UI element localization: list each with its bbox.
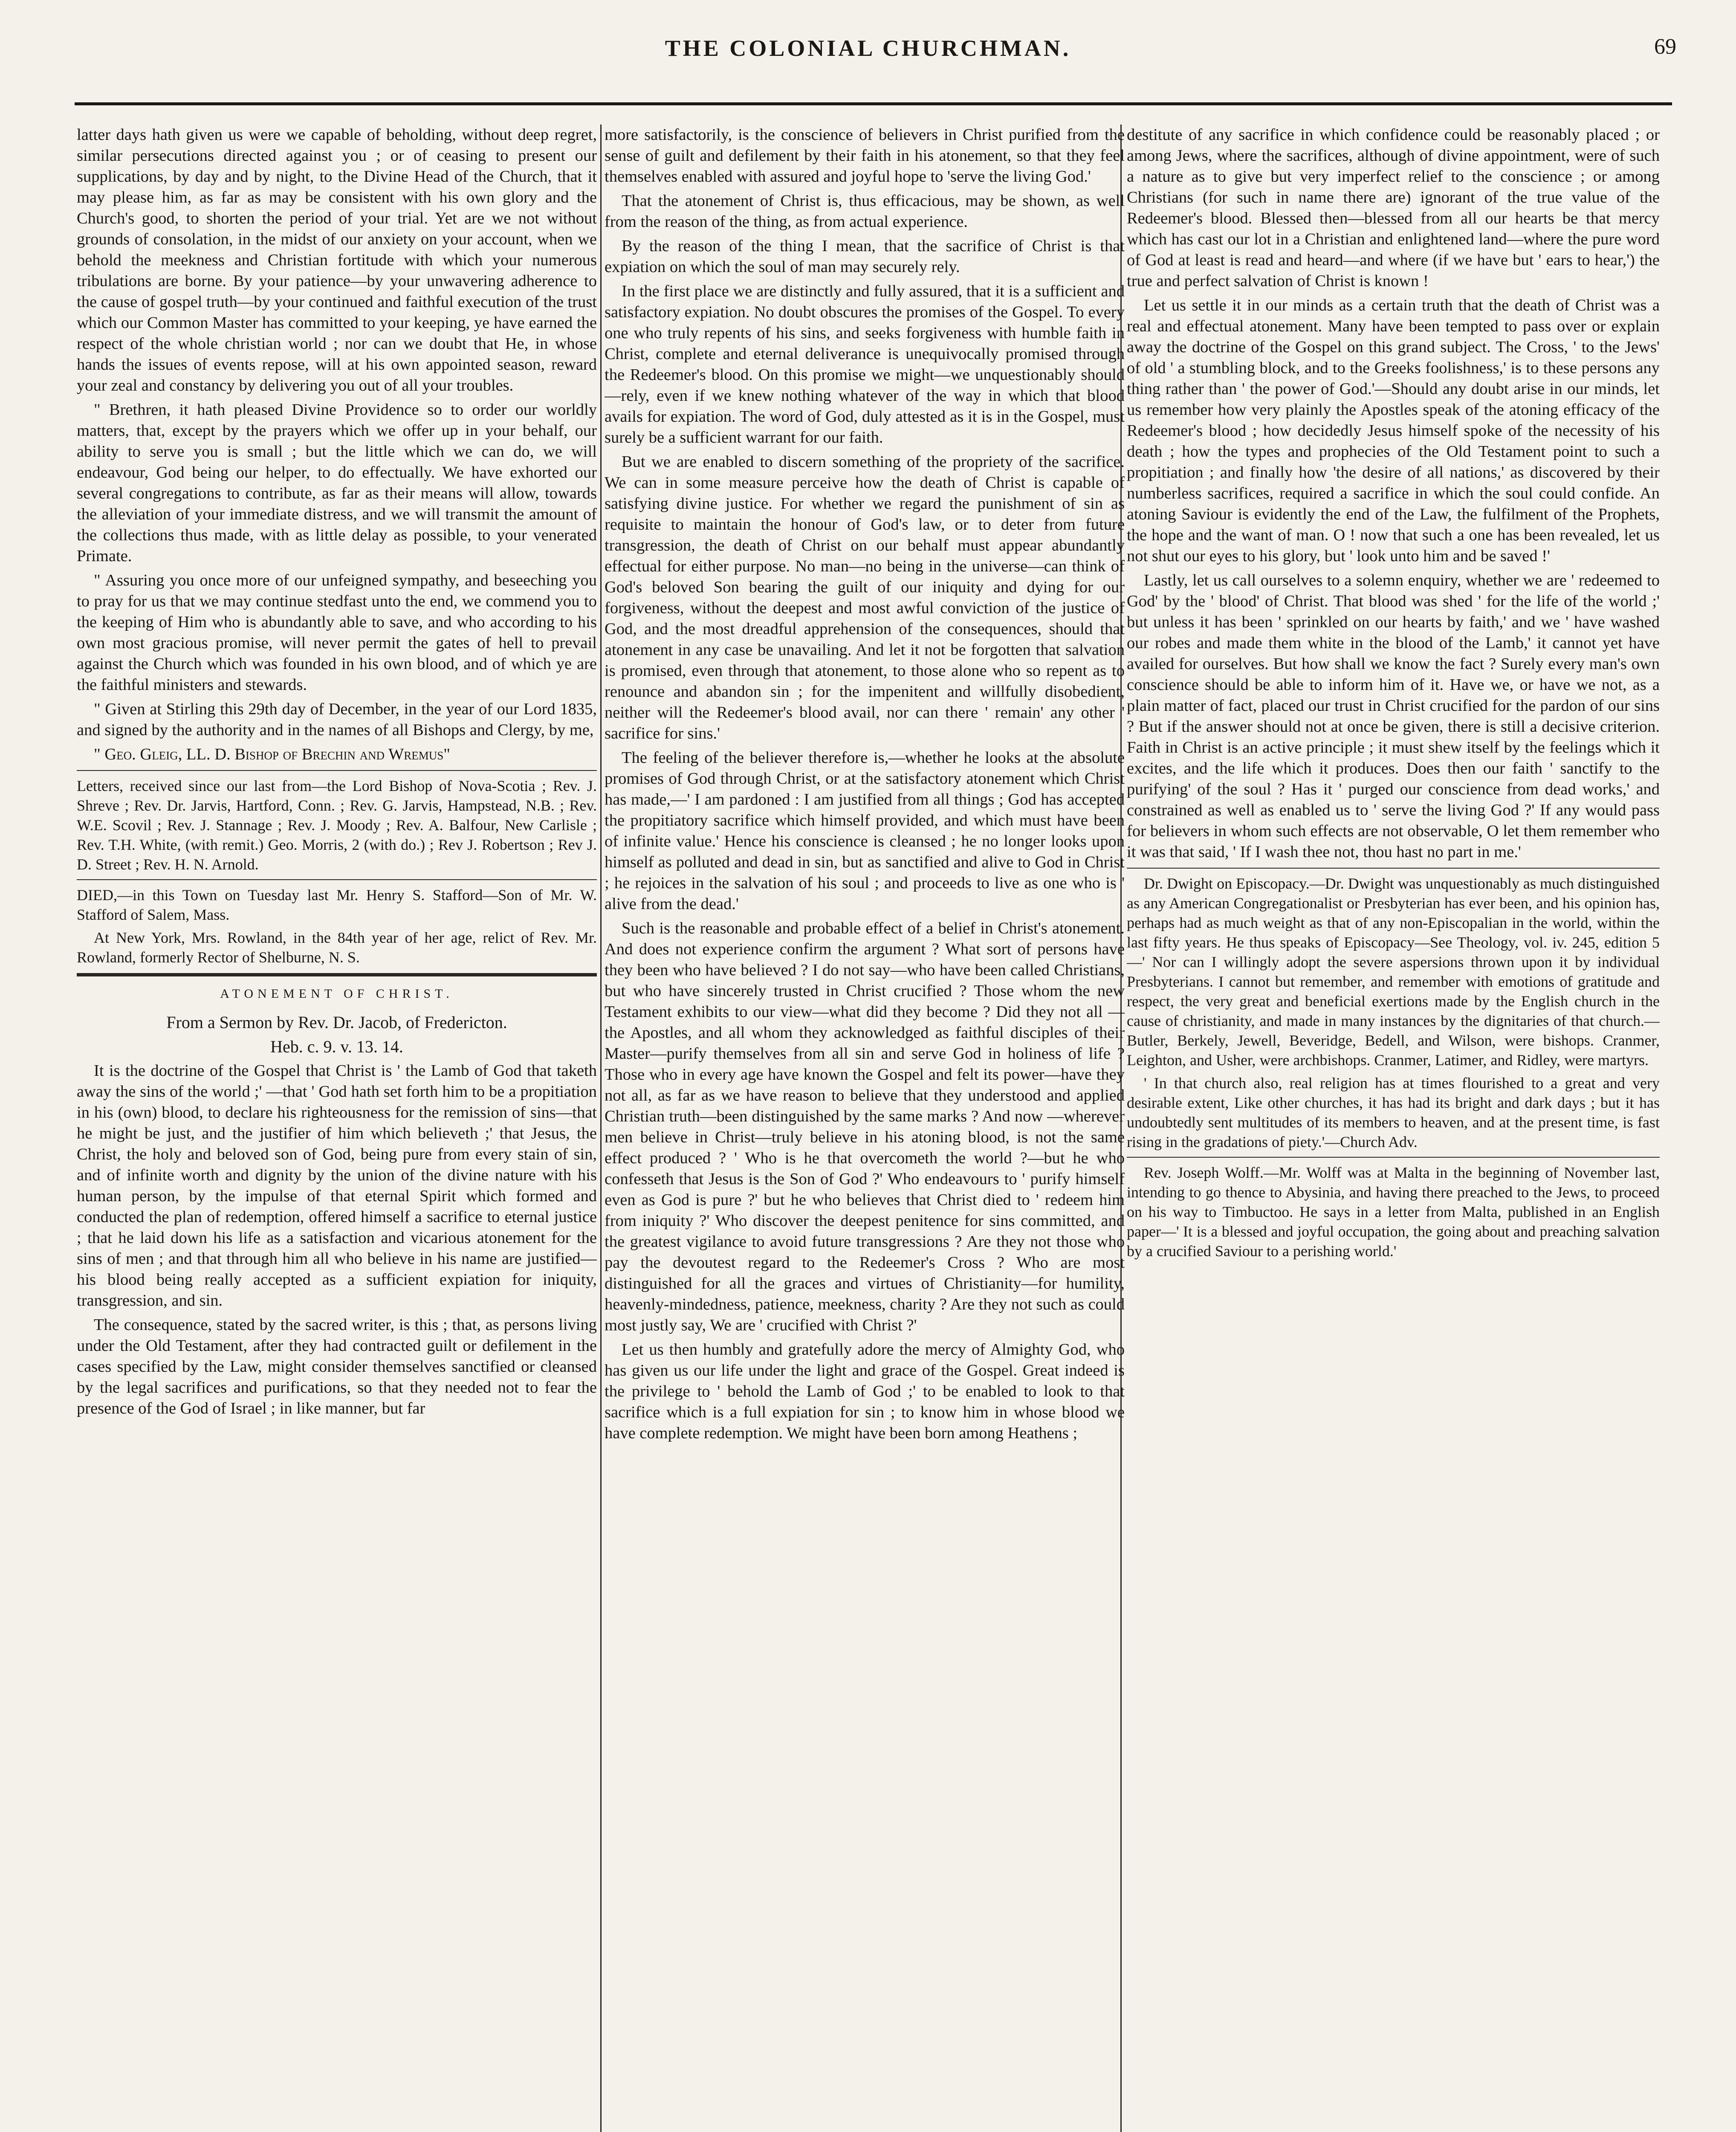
paragraph: " Given at Stirling this 29th day of December, in the year of our Lord 1835, and signed by the authority and in the names of all Bishops and Clergy, by me,: [77, 700, 597, 739]
masthead: [0, 26, 1736, 78]
paragraph: more satisfactorily, is the conscience of believers in Christ purified from the sense of guilt and defilement by their faith in his atonement, so that they feel themselves enabled with assured and joyful hope to 'serve the living God.': [605, 126, 1125, 185]
paragraph: But we are enabled to discern something of the propriety of the sacrifice. We can in some measure perceive how the death of Christ is capable of satisfying divine justice. For whether we regard the punishment of sin as requisite to maintain the honour of God's law, or to deter from future transgression, the death of Christ on our behalf must appear abundantly effectual for either purpose. No man—no being in the universe—can think of God's beloved Son bearing the guilt of our iniquity and dying for our forgiveness, without the deepest and most awful conviction of the justice of God, and the most dreadful apprehension of the consequences, should that atonement in any case be unavailing. And let it not be forgotten that salvation is promised, even through that atonement, to those alone who so repent as to renounce and abandon sin ; for the impenitent and willfully disobedient, neither will the Redeemer's blood avail, nor can there ' remain' any other ' sacrifice for sins.': [605, 453, 1125, 742]
newspaper-title: THE COLONIAL CHURCHMAN.: [665, 35, 1071, 61]
header-rule: [75, 102, 1672, 105]
paragraph: That the atonement of Christ is, thus efficacious, may be shown, as well from the reason of the thing, as from actual experience.: [605, 192, 1125, 231]
column-middle: [605, 125, 1125, 2132]
letters-notice: Letters, received since our last from—the Lord Bishop of Nova-Scotia ; Rev. J. Shreve ; Rev. Dr. Jarvis, Hartford, Conn. ; Rev. G. Jarvis, Hampstead, N.B. ; Rev. W.E. Scovil ; Rev. J. Stannage ; Rev. J. Moody ; Rev. A. Balfour, New Carlisle ; Rev. T.H. White, (with remit.) Geo. Morris, 2 (with do.) ; Rev J. Robertson ; Rev J. D. Street ; Rev. H. N. Arnold.: [77, 777, 597, 873]
article-heading: ATONEMENT OF CHRIST.: [220, 987, 454, 1001]
paragraph: By the reason of the thing I mean, that the sacrifice of Christ is that expiation on which the soul of man may securely rely.: [605, 237, 1125, 276]
column-right: [1127, 125, 1660, 2132]
paragraph: The feeling of the believer therefore is,—whether he looks at the absolute promises of God through Christ, or at the satisfactory atonement which Christ has made,—' I am pardoned : I am justified from all things ; God has accepted the propitiatory sacrifice which himself provided, and which must have been of infinite value.' Hence his conscience is cleansed ; he no longer looks upon himself as polluted and dead in sin, but as sanctified and alive to God in Christ ; he rejoices in the salvation of his soul ; and proceeds to live as one who is ' alive from the dead.': [605, 749, 1125, 913]
wolff-article: Rev. Joseph Wolff.—Mr. Wolff was at Malta in the beginning of November last, intending to go thence to Abysinia, and having there preached to the Jews, to proceed on his way to Timbuctoo. He says in a letter from Malta, published in an English paper—' It is a blessed and joyful occupation, the going about and preaching salvation by a crucified Saviour to a perishing world.': [1127, 1164, 1660, 1260]
paragraph: It is the doctrine of the Gospel that Christ is ' the Lamb of God that taketh away the sins of the world ;' —that ' God hath set forth him to be a propitiation in his (own) blood, to declare his righteousness for the remission of sins—that he might be just, and the justifier of him which believeth ;' that Jesus, the Christ, the holy and beloved son of God, being pure from every stain of sin, and of infinite worth and dignity by the union of the divine nature with his human person, by the impulse of that eternal Spirit which formed and conducted the plan of redemption, offered himself a sacrifice to eternal justice ; that he laid down his life as a satisfaction and vicarious atonement for the sins of men ; and that through him all who believe in his name are justified—his blood being really accepted as a sufficient expiation for iniquity, transgression, and sin.: [77, 1062, 597, 1309]
death-notice: At New York, Mrs. Rowland, in the 84th year of her age, relict of Rev. Mr. Rowland, formerly Rector of Shelburne, N. S.: [77, 929, 597, 966]
paragraph: latter days hath given us were we capable of beholding, without deep regret, similar persecutions directed against you ; or of ceasing to present our supplications, by day and by night, to the Divine Head of the Church, that it may please him, as far as may be consistent with his own glory and the Church's good, to shorten the period of your trial. Yet are we not without grounds of consolation, in the midst of our anxiety on your account, when we behold the meekness and Christian fortitude with which your numerous tribulations are borne. By your patience—by your unwavering adherence to the cause of gospel truth—by your continued and faithful execution of the trust which our Common Master has committed to your keeping, ye have earned the respect of the whole christian world ; nor can we doubt that He, in whose hands the issues of events repose, will at his own appointed season, reward your zeal and constancy by delivering you out of all your troubles.: [77, 126, 597, 394]
paragraph: " Assuring you once more of our unfeigned sympathy, and beseeching you to pray for us that we may continue stedfast unto the end, we commend you to the keeping of Him who is abundantly able to save, and who according to his own most gracious promise, will never permit the gates of hell to prevail against the Church which was founded in his own blood, and of which ye are the faithful ministers and stewards.: [77, 571, 597, 694]
scripture-reference: Heb. c. 9. v. 13. 14.: [270, 1037, 403, 1056]
paragraph: Lastly, let us call ourselves to a solemn enquiry, whether we are ' redeemed to God' by the ' blood' of Christ. That blood was shed ' for the life of the world ;' but unless it has been ' sprinkled on our hearts by faith,' and we ' have washed our robes and made them white in the blood of the Lamb,' it cannot yet have availed for ourselves. But how shall we know the fact ? Surely every man's own conscience should be able to inform him of it. Have we, or have we not, as a plain matter of fact, placed our trust in Christ crucified for the pardon of our sins ? But if the answer should not at once be given, there is still a decisive criterion. Faith in Christ is an active principle ; it must shew itself by the feelings which it excites, and the life which it produces. Does then our faith ' sanctify to the purifying' of the soul ? Has it ' purged our conscience from dead works,' and constrained as well as enabled us to ' serve the living God ?' If any would pass for believers in whom such effects are not observable, O let them remember who it was that said, ' If I wash thee not, thou hast no part in me.': [1127, 571, 1660, 861]
section-rule: [1127, 868, 1660, 869]
section-rule: [77, 879, 597, 880]
paragraph: Let us settle it in our minds as a certain truth that the death of Christ was a real and effectual atonement. Many have been tempted to pass over or explain away the doctrine of the Gospel on this grand subject. The Cross, ' to the Jews' of old ' a stumbling block, and to the Greeks foolishness,' is to these persons any thing rather than ' the power of God.'—Should any doubt arise in our minds, let us remember how very plainly the Apostles speak of the atoning efficacy of the Redeemer's blood ; how decidedly Jesus himself spoke of the necessity of his death ; how the types and prophecies of the Old Testament point to such a propitiation ; and finally how 'the desire of all nations,' as discovered by their numberless sacrifices, required a sacrifice in which the soul could confide. An atoning Saviour is evidently the end of the Law, the fulfilment of the Prophets, the hope and the want of man. O ! now that such a one has been revealed, let us not shut our eyes to his glory, but ' look unto him and be saved !': [1127, 296, 1660, 565]
paragraph: Let us then humbly and gratefully adore the mercy of Almighty God, who has given us our life under the light and grace of the Gospel. Great indeed is the privilege to ' behold the Lamb of God ;' to be enabled to look to that sacrifice which is a full expiation for sin ; to know him in whose blood we have complete redemption. We might have been born among Heathens ;: [605, 1341, 1125, 1442]
dwight-article: Dr. Dwight on Episcopacy.—Dr. Dwight was unquestionably as much distinguished as any American Congregationalist or Presbyterian has ever been, and his opinion has, perhaps had as much weight as that of any non-Episcopalian in the world, within the last fifty years. He thus speaks of Episcopacy—See Theology, vol. iv. 245, edition 5—' Nor can I willingly adopt the severe aspersions thrown upon it by individual Presbyterians. I cannot but remember, and remember with emotions of gratitude and respect, the very great and beneficial exertions made by the English church in the cause of christianity, and made in many instances by the dignitaries of that church.—Butler, Berkely, Jewell, Beveridge, Bedell, and Wilson, were bishops. Cranmer, Leighton, and Usher, were archbishops. Cranmer, Latimer, and Ridley, were martyrs.: [1127, 875, 1660, 1069]
paragraph: The consequence, stated by the sacred writer, is this ; that, as persons living under the Old Testament, after they had contracted guilt or defilement in the cases specified by the Law, might consider themselves sanctified or cleansed by the legal sacrifices and purifications, so that they needed not to fear the presence of the God of Israel ; in like manner, but far: [77, 1316, 597, 1417]
paragraph: " Brethren, it hath pleased Divine Providence so to order our worldly matters, that, except by the prayers which we offer up in your behalf, our ability to serve you is small ; but the little which we can do, we will endeavour, God being our helper, to do effectually. We have exhorted our several congregations to contribute, as far as their means will allow, towards the alleviation of your immediate distress, and we will transmit the amount of the collections thus made, with as little delay as possible, to your venerated Primate.: [77, 401, 597, 565]
section-rule: [1127, 1157, 1660, 1158]
paragraph: In the first place we are distinctly and fully assured, that it is a sufficient and satisfactory expiation. No doubt obscures the promises of the Gospel. To every one who truly repents of his sins, and seeks forgiveness with humble faith in Christ, complete and eternal deliverance is unequivocally promised through the Redeemer's blood. On this promise we might—we unquestionably should—rely, even if we knew nothing whatever of the way in which that blood avails for expiation. The word of God, duly attested as it is in the Gospel, must surely be a sufficient warrant for our faith.: [605, 282, 1125, 446]
section-rule: [77, 973, 597, 976]
article-subheading: From a Sermon by Rev. Dr. Jacob, of Fredericton.: [166, 1013, 507, 1032]
signature-line: " Geo. Gleig, LL. D. Bishop of Brechin and Wremus": [94, 745, 451, 763]
section-rule: [77, 770, 597, 771]
page-number: 69: [1654, 35, 1676, 59]
dwight-article-continued: ' In that church also, real religion has at times flourished to a great and very desirable extent, Like other churches, it has had its bright and dark days ; but it has undoubtedly sent multitudes of its members to heaven, and at the present time, is fast rising in the gradations of piety.'—Church Adv.: [1127, 1075, 1660, 1150]
column-divider: [600, 125, 602, 2132]
column-left: [77, 125, 597, 2132]
paragraph: Such is the reasonable and probable effect of a belief in Christ's atonement. And does not experience confirm the argument ? What sort of persons have they been who have believed ? I do not say—who have been called Christians, but who have sincerely trusted in Christ crucified ? Those whom the new Testament exhibits to our view—what did they become ? Did they not all —the Apostles, and all whom they acknowledged as faithful disciples of their Master—purify themselves from all sin and serve God in holiness of life ? Those who in every age have known the Gospel and felt its power—have they not all, as far as we have reason to believe that they understood and applied Christian truth—been distinguished by the same marks ? And now —wherever men believe in Christ—truly believe in his atoning blood, is not the same effect produced ? ' Who is he that overcometh the world ?—but he who confesseth that Jesus is the Son of God ?' Who endeavours to ' purify himself even as God is pure ?' but he who believes that Christ died to ' redeem him from iniquity ?' Who discover the deepest penitence for sins committed, and the greatest vigilance to avoid future transgressions ? Are they not those who pay the devoutest regard to the Redeemer's Cross ? Who are most distinguished for all the graces and virtues of Christianity—for humility, heavenly-mindedness, patience, meekness, charity ? Are they not such as could most justly say, We are ' crucified with Christ ?': [605, 919, 1125, 1334]
paragraph: destitute of any sacrifice in which confidence could be reasonably placed ; or among Jews, where the sacrifices, although of divine appointment, were of such a nature as to give but very imperfect relief to the conscience ; or among Christians (for such in name there are) ignorant of the true value of the Redeemer's blood. Blessed then—blessed from all our hearts be that mercy which has cast our lot in a Christian and enlightened land—where the pure word of God at least is read and heard—and where (if we have but ' ears to hear,') the true and perfect salvation of Christ is known !: [1127, 126, 1660, 290]
death-notice: DIED,—in this Town on Tuesday last Mr. Henry S. Stafford—Son of Mr. W. Stafford of Salem, Mass.: [77, 886, 597, 923]
